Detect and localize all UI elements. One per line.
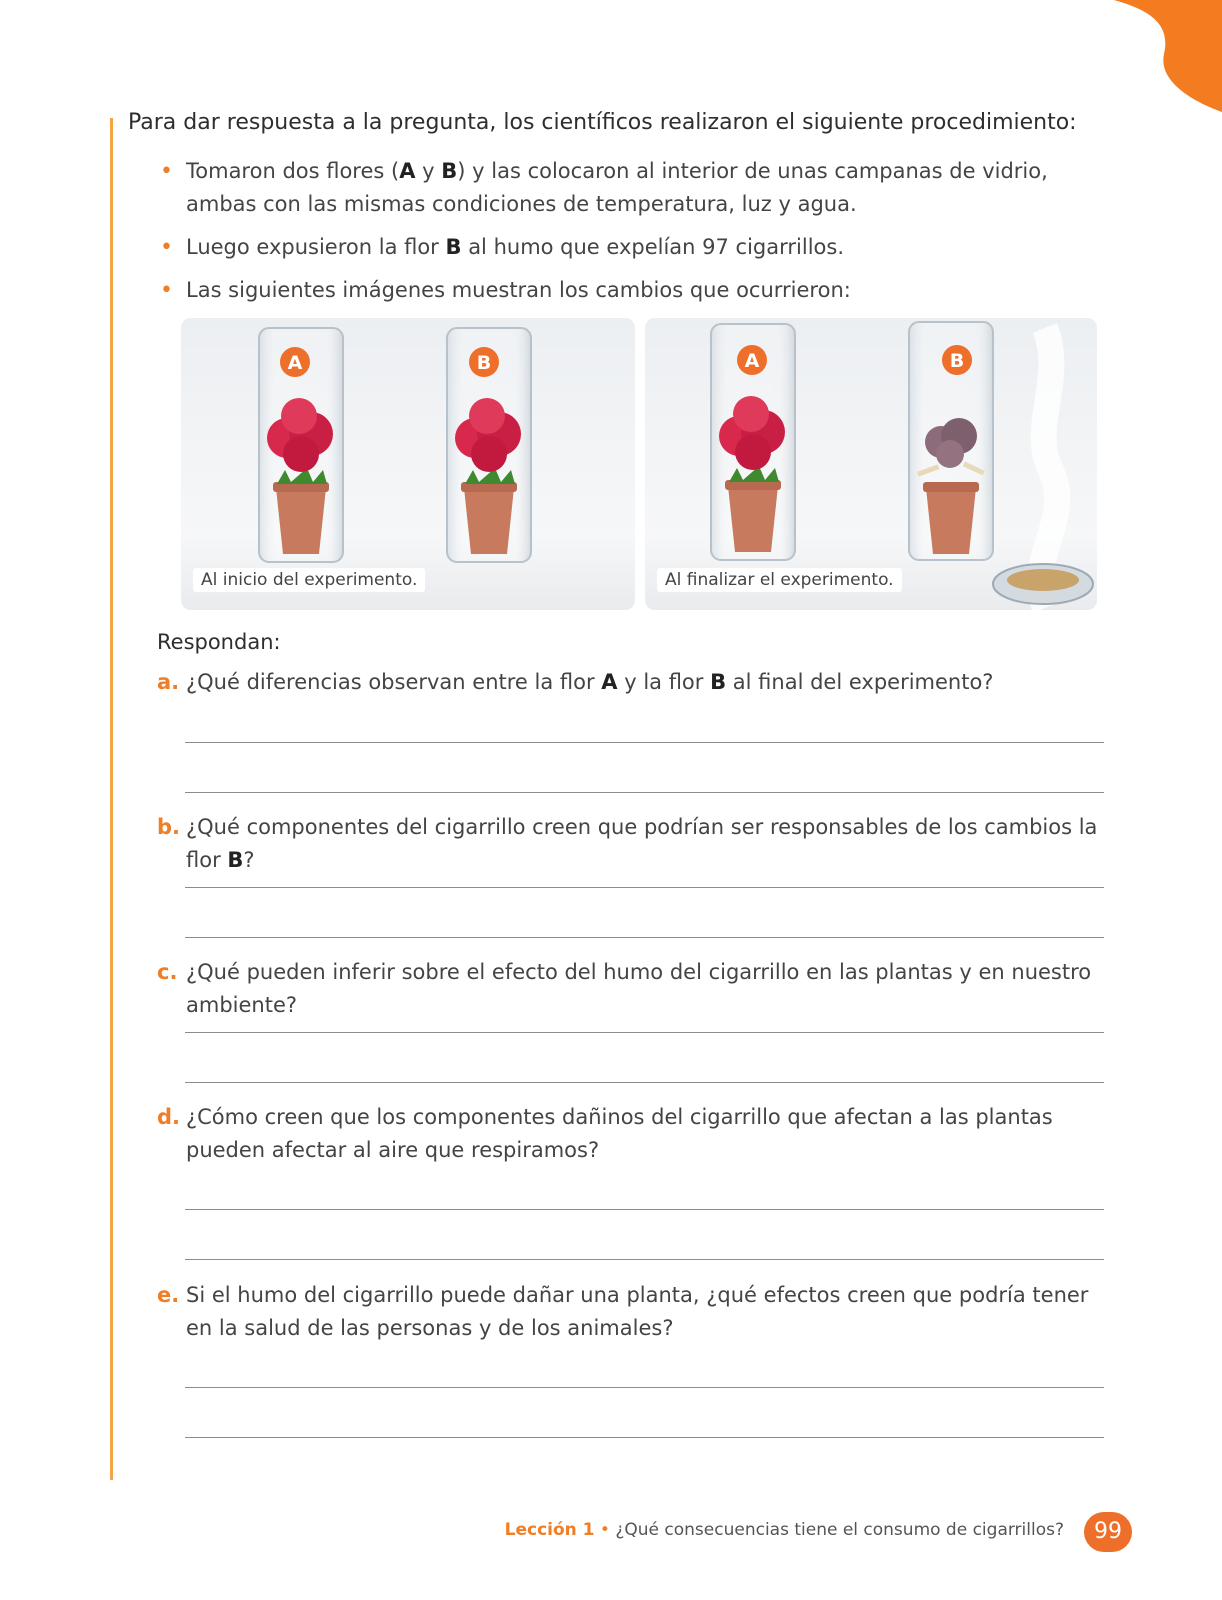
answer-line[interactable]: [185, 792, 1104, 793]
answer-line[interactable]: [185, 937, 1104, 938]
procedure-item: • Tomaron dos flores (A y B) y las colocaron al interior de unas campanas de vidrio, ambas con las mismas condiciones de temperatura, luz y agua.: [160, 155, 1100, 221]
margin-accent-bar: [110, 118, 113, 1480]
question-letter: c.: [157, 960, 178, 984]
procedure-item: • Luego expusieron la flor B al humo que expelían 97 cigarrillos.: [160, 231, 1100, 264]
label-a-text: A: [287, 352, 303, 374]
question-c-text: ¿Qué pueden inferir sobre el efecto del humo del cigarrillo en las plantas y en nuestro ambiente?: [186, 960, 1092, 1017]
answer-line[interactable]: [185, 742, 1104, 743]
answer-line[interactable]: [185, 1209, 1104, 1210]
question-letter: e.: [157, 1283, 180, 1307]
answer-line[interactable]: [185, 1082, 1104, 1083]
photo-experiment-end: [645, 318, 1097, 610]
photo-caption: Al finalizar el experimento.: [657, 568, 902, 592]
respond-heading: Respondan:: [157, 630, 281, 654]
question-letter: b.: [157, 815, 181, 839]
label-a-text: A: [744, 350, 760, 372]
question-a-text: ¿Qué diferencias observan entre la flor A y la flor B al final del experimento?: [186, 670, 994, 694]
answer-line[interactable]: [185, 1387, 1104, 1388]
photo-experiment-start: [181, 318, 635, 610]
label-b-text: B: [949, 350, 965, 372]
bullet-icon: •: [160, 159, 173, 184]
question-b-text: ¿Qué componentes del cigarrillo creen que podrían ser responsables de los cambios la flor B?: [186, 815, 1098, 872]
lesson-title: ¿Qué consecuencias tiene el consumo de cigarrillos?: [615, 1520, 1064, 1540]
bullet-icon: •: [160, 235, 173, 260]
procedure-item: • Las siguientes imágenes muestran los cambios que ocurrieron:: [160, 274, 1100, 307]
page-footer: [505, 1520, 1064, 1540]
answer-line[interactable]: [185, 887, 1104, 888]
bullet-icon: •: [160, 278, 173, 303]
label-b-text: B: [476, 352, 492, 374]
intro-text: Para dar respuesta a la pregunta, los científicos realizaron el siguiente procedimiento:: [128, 110, 1077, 135]
lesson-label: Lección 1: [504, 1520, 595, 1540]
answer-line[interactable]: [185, 1259, 1104, 1260]
answer-line[interactable]: [185, 1032, 1104, 1033]
question-d-text: ¿Cómo creen que los componentes dañinos del cigarrillo que afectan a las plantas pueden afectar al aire que respiramos?: [186, 1105, 1053, 1162]
question-letter: d.: [157, 1105, 181, 1129]
question-letter: a.: [157, 670, 180, 694]
corner-decoration: [1102, 0, 1222, 112]
page-number-badge: 99: [1084, 1512, 1132, 1552]
answer-line[interactable]: [185, 1437, 1104, 1438]
question-e-text: Si el humo del cigarrillo puede dañar una planta, ¿qué efectos creen que podría tener en la salud de las personas y de los animales?: [186, 1283, 1089, 1340]
procedure-list: [160, 155, 1100, 317]
photo-caption: Al inicio del experimento.: [193, 568, 425, 592]
footer-separator: •: [599, 1520, 610, 1540]
